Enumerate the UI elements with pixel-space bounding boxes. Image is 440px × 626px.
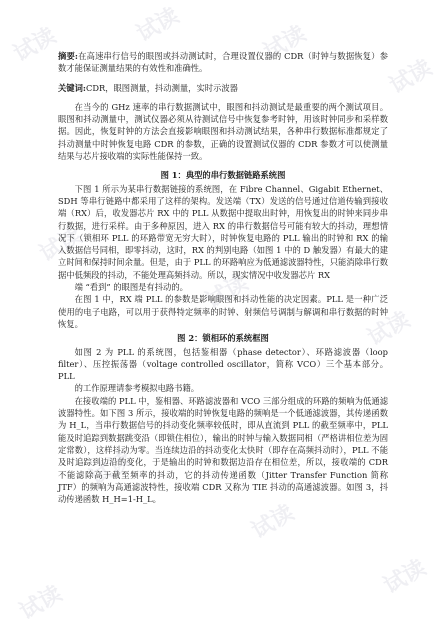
document-page [58, 50, 388, 505]
watermark: 试读 [247, 500, 299, 545]
keywords-text: CDR，眼图测量，抖动测量，实时示波器 [85, 82, 238, 93]
watermark: 试读 [385, 55, 437, 100]
watermark: 试读 [259, 21, 311, 66]
abstract-paragraph [58, 50, 388, 75]
watermark: 试读 [201, 270, 253, 315]
watermark: 试读 [85, 447, 137, 492]
watermark: 试读 [9, 23, 61, 68]
figure-1-caption: 图 1：典型的串行数据链路系统图 [160, 170, 286, 181]
section2-paragraph-3: 在接收端的 PLL 中，鉴相器、环路滤波器和 VCO 三部分组成的环路的频响为低通滤波器特性。如下图 3 所示，接收端的时钟恢复电路的频响是一个低通滤波器，其传递函数为 H_L，当串行数据信号的抖动变化频率较低时，即从直流到 PLL 的截至频率中，PLL 能及时追踪到数据跳变沿（即锁住相位），输出的时钟与输入数据同相（严格讲相位差为固定常数），这样抖动为零。当连续边沿的抖动变化太快时（即存在高频抖动时），PLL 不能及时追踪到边沿的变化，于是输出的时钟和数据边沿存在相位差，所以，接收端的 CDR 不能滤除高于截至频率的抖动，它的抖动传递函数（Jitter Transfer Function 简称 JTF）的频响为高通滤波特性，接收端 CDR 又称为 TIE 抖动的高通滤波器。如图 3，抖动传递函数 H_H=1-H_L。 [58, 395, 388, 505]
section1-paragraph-2: 端 “看到” 的眼图是有抖动的。 [74, 282, 188, 293]
intro-paragraph: 在当今的 GHz 速率的串行数据测试中，眼图和抖动测试是最重要的两个测试项目。眼图和抖动测量中，测试仪器必须从待测试信号中恢复参考时钟，用该时钟同步和采样数据。因此，恢复时钟的方法会直接影响眼图和抖动测试结果，各种串行数据标准都规定了抖动测量中时钟恢复电路 CDR 的参数，正确的设置测试仪器的 CDR 参数才可以使测量结果与芯片接收端的实际性能保持一致。 [58, 101, 388, 162]
section1-paragraph-3: 在图 1 中，RX 端 PLL 的参数是影响眼图和抖动性能的决定因素。PLL 是一种广泛使用的电子电路，可以用于获得特定频率的时钟、射频信号调制与解调和串行数据的时钟恢复。 [58, 294, 388, 329]
watermark: 试读 [132, 3, 184, 48]
abstract-label: 摘要: [58, 51, 78, 61]
keywords-paragraph [58, 82, 388, 94]
abstract-text: 在高速串行信号的眼图或抖动测试时，合理设置仪器的 CDR（时钟与数据恢复）参数才能保证测量结果的有效性和准确性。 [58, 51, 388, 74]
watermark: 试读 [363, 307, 415, 352]
figure-2-caption: 图 2：锁相环的系统框图 [177, 333, 269, 344]
watermark: 试读 [35, 223, 87, 268]
watermark: 试读 [379, 555, 431, 600]
keywords-label: 关键词: [58, 82, 86, 93]
section2-paragraph-1: 如图 2 为 PLL 的系统图，包括鉴相器（phase detector）、环路滤波器（loop filter）、压控振荡器（voltage controlled oscillator，简称 VCO）三个基本部分。PLL [58, 346, 388, 382]
watermark: 试读 [15, 581, 67, 626]
section2-paragraph-2: 的工作原理请参考模拟电路书籍。 [74, 383, 200, 394]
section1-paragraph-1: 下图 1 所示为某串行数据链接的系统图，在 Fibre Channel、Gigabit Ethernet、SDH 等串行链路中都采用了这样的架构。发送端（TX）发送的信号通过信道传输到接收端（RX）后，收发器芯片 RX 中的 PLL 从数据中提取出时钟，用恢复出的时钟来同步串行数据，进行采样。由于多种原因，进入 RX 的串行数据信号可能有较大的抖动，理想情况下（锁相环 PLL 的环路带宽无穷大时），时钟恢复电路的 PLL 输出的时钟和 RX 的输入数据信号同相，即零抖动，这时，RX 的判别电路（如图 1 中的 D 触发器）有最大的建立时间和保持时间余量。但是，由于 PLL 的环路响应为低通滤波器特性，只能消除串行数据中低频段的抖动，不能处理高频抖动。所以，现实情况中收发器芯片 RX [58, 183, 388, 280]
